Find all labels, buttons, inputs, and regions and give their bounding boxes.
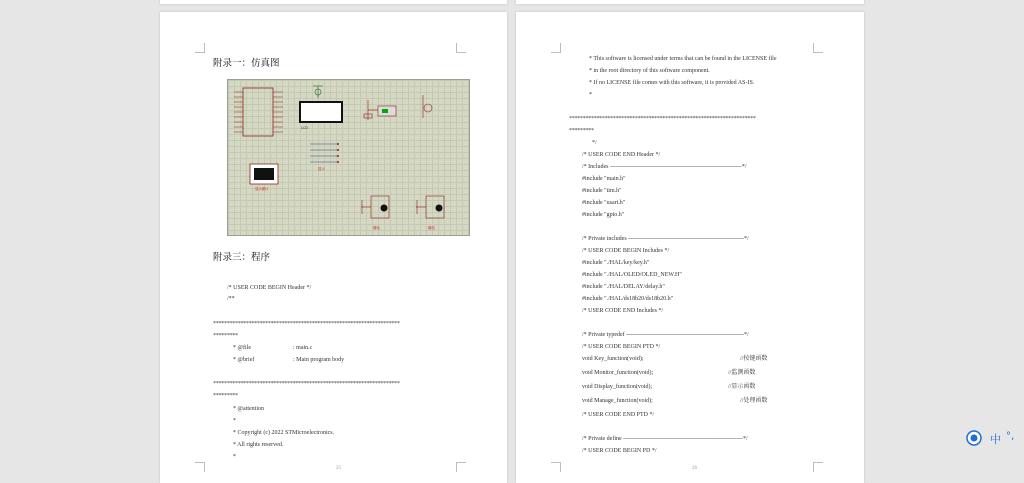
code-line: #include "./HAL/key/key.h" — [582, 260, 650, 266]
code-line: /* USER CODE BEGIN Includes */ — [582, 248, 670, 254]
code-line: /* USER CODE BEGIN Header */ — [227, 285, 312, 291]
code-line: #include "./HAL/DELAY/delay.h" — [582, 284, 665, 290]
relay-label-2: 继电 — [428, 226, 435, 230]
margin-mark — [551, 43, 561, 53]
code-line: #include "gpio.h" — [582, 212, 625, 218]
code-line: ********* — [213, 392, 238, 399]
lcd-label: LCD — [301, 126, 308, 130]
code-line: #include "usart.h" — [582, 200, 626, 206]
code-line: * All rights reserved. — [233, 442, 284, 448]
relay-label-1: 继电 — [373, 226, 380, 230]
heading-appendix-1: 附录一：仿真图 — [213, 58, 280, 69]
ime-app-icon[interactable] — [966, 430, 982, 450]
code-line: #include "main.h" — [582, 176, 626, 182]
code-line: #include "./HAL/OLED/OLED_NEW.H" — [582, 272, 682, 278]
display-label: 显示 — [318, 167, 325, 171]
port-label: 显示窗口 — [255, 187, 269, 191]
code-line: /* Private includes ----------------------------------------------------------*/ — [582, 236, 749, 242]
code-line: /* Private typedef -----------------------------------------------------------*/ — [582, 332, 749, 338]
code-line: : Main program body — [293, 357, 345, 363]
code-line: /* USER CODE BEGIN PD */ — [582, 448, 657, 454]
previous-page-left — [160, 0, 507, 4]
code-line: void Key_function(void); — [582, 356, 644, 362]
code-line: * @attention — [233, 406, 265, 412]
code-line: void Monitor_function(void); — [582, 370, 654, 376]
code-line: * — [233, 418, 236, 424]
code-line: * — [589, 92, 592, 98]
code-line: ******************************************************************** — [569, 115, 756, 122]
document-page-26 — [516, 12, 864, 483]
code-line: /* USER CODE BEGIN PTD */ — [582, 344, 661, 350]
code-line: ********* — [213, 332, 238, 339]
margin-mark — [456, 43, 466, 53]
ime-circle-icon — [966, 430, 982, 446]
margin-mark — [195, 462, 205, 472]
code-line: * — [233, 454, 236, 460]
margin-mark — [456, 462, 466, 472]
code-line: ********* — [569, 127, 594, 134]
page-number: 25 — [336, 466, 341, 471]
code-line: */ — [592, 140, 597, 146]
code-line: /* Includes ------------------------------------------------------------------*/ — [582, 164, 747, 170]
code-comment: //监测函数 — [728, 370, 756, 376]
schematic-drawing — [228, 80, 469, 235]
ime-punctuation-toggle[interactable]: °, — [1006, 431, 1015, 442]
code-comment: //显示函数 — [728, 384, 756, 390]
code-line: void Display_function(void); — [582, 384, 653, 390]
margin-mark — [195, 43, 205, 53]
margin-mark — [813, 43, 823, 53]
previous-page-right — [516, 0, 864, 4]
code-line: #include "./HAL/ds18b20/ds18b20.h" — [582, 296, 674, 302]
code-line: * If no LICENSE file comes with this software, it is provided AS-IS. — [589, 80, 755, 86]
code-line: ******************************************************************** — [213, 320, 400, 327]
code-line: * This software is licensed under terms that can be found in the LICENSE file — [589, 56, 777, 62]
margin-mark — [551, 462, 561, 472]
code-line: ******************************************************************** — [213, 380, 400, 387]
code-line: #include "tim.h" — [582, 188, 622, 194]
code-line: * in the root directory of this software component. — [589, 68, 710, 74]
document-page-25 — [160, 12, 507, 483]
code-line: * @file — [233, 345, 252, 351]
code-line: /** — [227, 296, 235, 302]
code-line: /* USER CODE END PTD */ — [582, 412, 655, 418]
ime-language-toggle[interactable]: 中 — [990, 433, 1001, 446]
code-line: * @brief — [233, 357, 255, 363]
code-line: /* Private define ------------------------------------------------------------*/ — [582, 436, 748, 442]
simulation-schematic-image[interactable] — [227, 79, 470, 236]
code-line: /* USER CODE END Includes */ — [582, 308, 664, 314]
code-line: : main.c — [293, 345, 313, 351]
margin-mark — [813, 462, 823, 472]
code-line: * Copyright (c) 2022 STMicroelectronics. — [233, 430, 335, 436]
code-line: void Manage_function(void); — [582, 398, 653, 404]
heading-appendix-3: 附录三：程序 — [213, 252, 271, 263]
code-comment: //按键函数 — [740, 356, 768, 362]
page-number: 26 — [692, 466, 697, 471]
code-comment: //处理函数 — [740, 398, 768, 404]
code-line: /* USER CODE END Header */ — [582, 152, 661, 158]
